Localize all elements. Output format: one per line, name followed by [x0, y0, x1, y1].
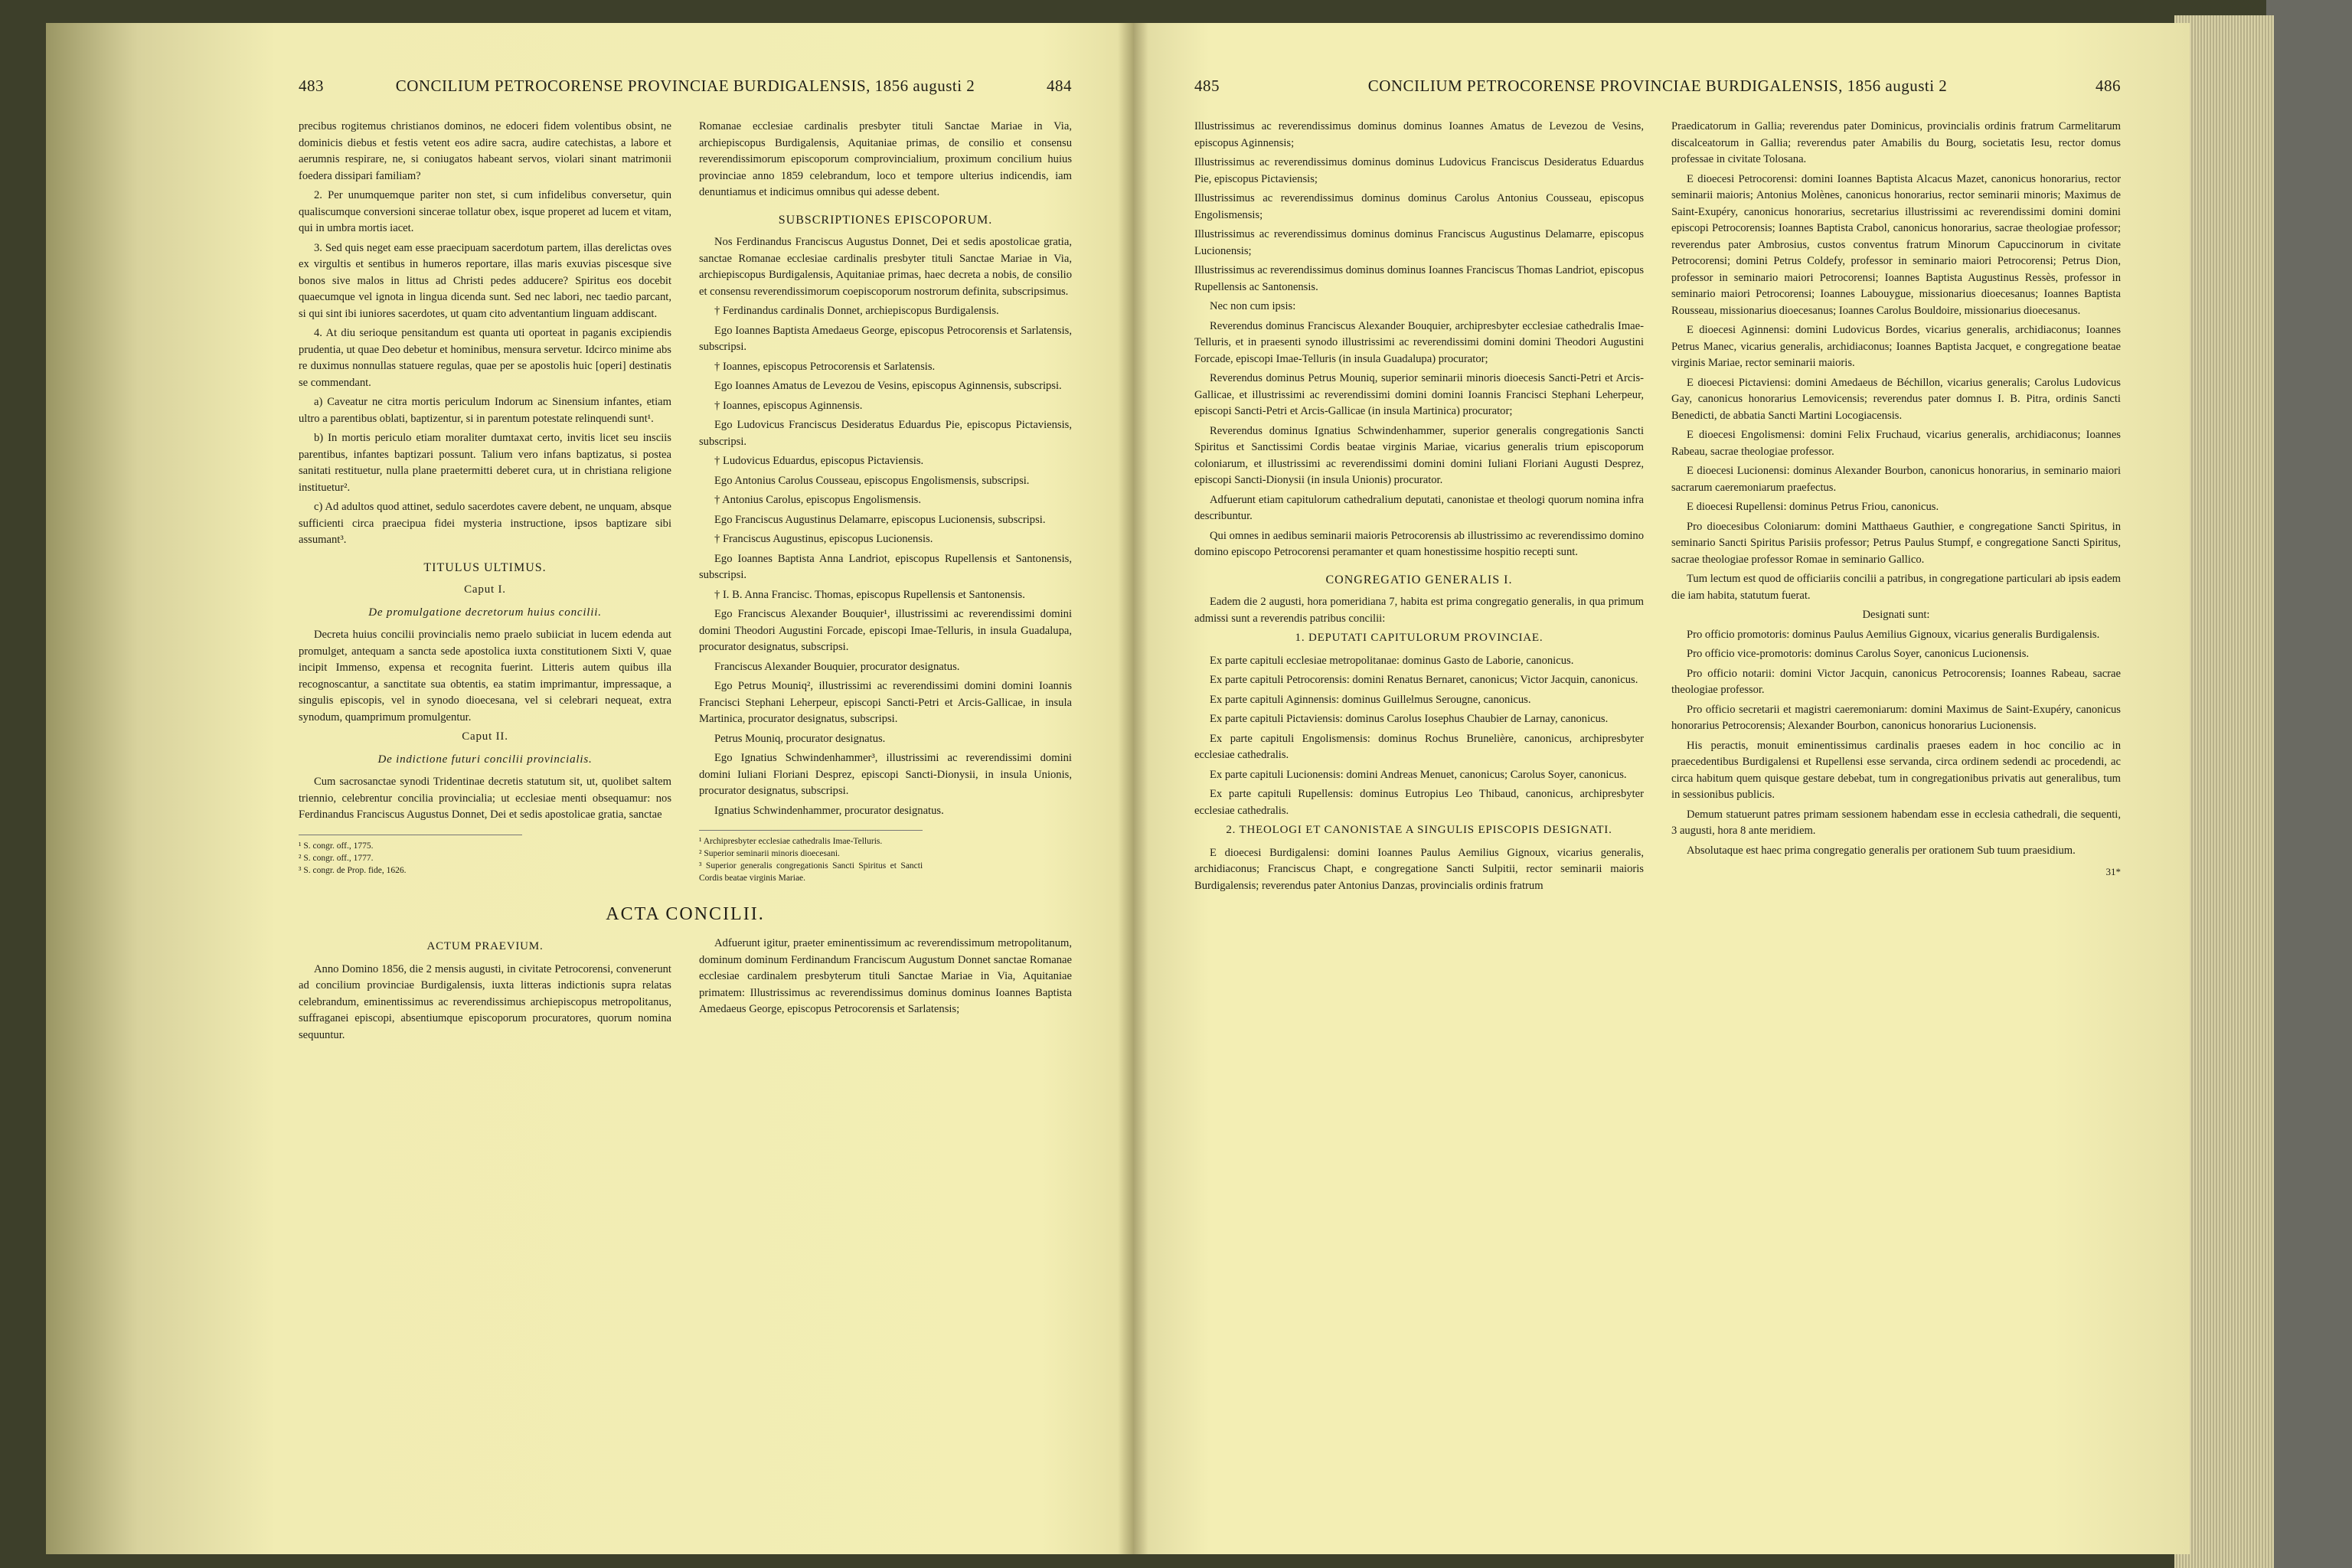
running-title: CONCILIUM PETROCORENSE PROVINCIAE BURDIGALENSIS, 1856 augusti 2	[1367, 77, 1948, 95]
paragraph: E dioecesi Aginnensi: domini Ludovicus Bordes, vicarius generalis, archidiaconus; Ioannes Petrus Manec, vicarius generalis, archidiaconus; Ioannes Baptista Jacquet, e congregatione beatae virginis Mariae, rector seminarii maioris.	[1671, 324, 2121, 369]
paragraph: Adfuerunt igitur, praeter eminentissimum ac reverendissimum metropolitanum, dominum dominum Ferdinandum Franciscum Augustum Donnet sanctae Romanae ecclesiae cardinalem presbyterum tituli Sanctae Mariae in Via, Aquitaniae primatem: Illustrissimus ac reverendissimus dominus dominus Ioannes Baptista Amedaeus George, episcopus Petrocorensis et Sarlatensis;	[699, 937, 1072, 1015]
footnote: ² S. congr. off., 1777.	[299, 853, 374, 863]
subscription: Ego Ludovicus Franciscus Desideratus Eduardus Pie, episcopus Pictaviensis, subscripsi.	[699, 419, 1072, 448]
paragraph: Illustrissimus ac reverendissimus dominus dominus Ludovicus Franciscus Desideratus Eduardus Pie, episcopus Pictaviensis;	[1194, 156, 1644, 185]
footnote: ³ Superior generalis congregationis Sancti Spiritus et Sancti Cordis beatae virginis Mariae.	[699, 861, 923, 883]
paragraph: Illustrissimus ac reverendissimus dominus dominus Ioannes Amatus de Levezou de Vesins, episcopus Aginnensis;	[1194, 120, 1644, 149]
footnote: ³ S. congr. de Prop. fide, 1626.	[299, 865, 407, 875]
paragraph: E dioecesi Burdigalensi: domini Ioannes Paulus Aemilius Gignoux, vicarius generalis, archidiaconus; Franciscus Chapt, e congregatione Sancti Sulpitii, rector seminarii maioris Burdigalensis; reverendus pater Antonius Danzas, provincialis ordinis fratrum	[1194, 846, 1644, 892]
page-number: 484	[1046, 77, 1072, 95]
subscription: † Franciscus Augustinus, episcopus Lucionensis.	[714, 533, 933, 545]
paragraph: Tum lectum est quod de officiariis concilii a patribus, in congregatione particulari ab ipsis eadem die iam habita, statutum fuerat.	[1671, 573, 2121, 602]
subscription: Ego Antonius Carolus Cousseau, episcopus Engolismensis, subscripsi.	[714, 474, 1030, 487]
subscription: † Ludovicus Eduardus, episcopus Pictaviensis.	[714, 455, 924, 467]
paragraph: His peractis, monuit eminentissimus cardinalis praeses eadem in hoc concilio ac in praecedentibus Burdigalensi et Rupellensi esse servanda, circa ordinem sedendi ac procedendi, ac circa habitum quem quisque gestare debebat, tum in congregationibus privatis aut generalibus, tum in sessionibus publicis.	[1671, 739, 2121, 801]
footnote: ¹ S. congr. off., 1775.	[299, 841, 374, 851]
paragraph: E dioecesi Rupellensi: dominus Petrus Friou, canonicus.	[1687, 501, 1939, 513]
subscription: † Antonius Carolus, episcopus Engolismensis.	[714, 494, 921, 506]
paragraph: Demum statuerunt patres primam sessionem habendam esse in ecclesia cathedrali, die sequenti, 3 augusti, hora 8 ante meridiem.	[1671, 808, 2121, 837]
subscription: Ego Franciscus Augustinus Delamarre, episcopus Lucionensis, subscripsi.	[714, 513, 1046, 526]
footnote: ¹ Archipresbyter ecclesiae cathedralis Imae-Telluris.	[699, 837, 883, 846]
section-heading: TITULUS ULTIMUS.	[423, 560, 547, 574]
subscription: Petrus Mouniq, procurator designatus.	[714, 732, 886, 745]
paragraph: Pro officio vice-promotoris: dominus Carolus Soyer, canonicus Lucionensis.	[1687, 648, 2030, 660]
column-right	[699, 119, 1072, 884]
footnotes	[699, 830, 923, 884]
paragraph: Ex parte capituli Aginnensis: dominus Guillelmus Serougne, canonicus.	[1210, 693, 1531, 706]
running-title: CONCILIUM PETROCORENSE PROVINCIAE BURDIGALENSIS, 1856 augusti 2	[395, 77, 975, 95]
column-right	[1671, 119, 2121, 897]
subscription: † Ioannes, episcopus Aginnensis.	[714, 399, 863, 412]
page-number: 483	[299, 77, 324, 95]
paragraph: Ex parte capituli Lucionensis: domini Andreas Menuet, canonicus; Carolus Soyer, canonicus.	[1210, 768, 1627, 781]
column-right	[699, 936, 1072, 1047]
paragraph: 2. Per unumquemque pariter non stet, si cum infidelibus conversetur, quin qualiscumque conversioni sincerae tollatur obex, isque properet ad lucem et vitam, qui in umbra mortis iacet.	[299, 189, 671, 234]
paragraph: Illustrissimus ac reverendissimus dominus dominus Ioannes Franciscus Thomas Landriot, episcopus Rupellensis ac Santonensis.	[1194, 264, 1644, 293]
paragraph: Nec non cum ipsis:	[1210, 300, 1296, 312]
paragraph: Designati sunt:	[1862, 609, 1930, 621]
subsection-heading: 2. THEOLOGI ET CANONISTAE A SINGULIS EPISCOPIS DESIGNATI.	[1226, 824, 1612, 836]
backdrop	[2266, 0, 2352, 1568]
section-heading: ACTUM PRAEVIUM.	[426, 940, 544, 952]
subscription: Ego Petrus Mouniq², illustrissimi ac reverendissimi domini domini Ioannis Francisci Stephani Leherpeur, episcopi Sancti-Petri et Arcis-Gallicae, in insula Martinica, procurator designatus, subscripsi.	[699, 680, 1072, 725]
paragraph: Reverendus dominus Franciscus Alexander Bouquier, archipresbyter ecclesiae cathedralis Imae-Telluris, et in praesenti synodo illustrissimi ac reverendissimi domini domini Theodori Augustini Forcade, episcopi Imae-Telluris (in insula Guadalupa) procurator;	[1194, 319, 1644, 365]
subsection-heading: 1. DEPUTATI CAPITULORUM PROVINCIAE.	[1295, 632, 1544, 644]
paragraph: Ex parte capituli ecclesiae metropolitanae: dominus Gasto de Laborie, canonicus.	[1210, 654, 1574, 667]
paragraph: b) In mortis periculo etiam moraliter dumtaxat certo, invitis licet seu insciis parentibus, infantes baptizari possunt. Talium vero infans baptizatus, si postea sanitati restituetur, nulla plane praetermitti deberet cura, ut in christiana religione instituetur².	[299, 432, 671, 494]
paragraph: Eadem die 2 augusti, hora pomeridiana 7, habita est prima congregatio generalis, in qua primum admissi sunt a reverendis patribus concilii:	[1194, 596, 1644, 625]
paragraph: Cum sacrosanctae synodi Tridentinae decretis statutum sit, ut, quolibet saltem triennio, celebrentur concilia provincialia; ut ecclesiae menti obsequamur: nos Ferdinandus Franciscus Augustus Donnet, Dei et sedis apostolicae gratia, sanctae	[299, 776, 671, 821]
paragraph: Reverendus dominus Petrus Mouniq, superior seminarii minoris dioecesis Sancti-Petri et Arcis-Gallicae, et illustrissimi ac reverendissimi domini domini Ioannis Francisci Stephani Leherpeur, episcopi Sancti-Petri et Arcis-Gallicae (in insula Martinica) procurator;	[1194, 372, 1644, 417]
footnote: ² Superior seminarii minoris dioecesani.	[699, 849, 840, 858]
paragraph: Absolutaque est haec prima congregatio generalis per orationem Sub tuum praesidium.	[1687, 844, 2076, 857]
paragraph: Pro officio secretarii et magistri caeremoniarum: domini Maximus de Saint-Exupéry, canonicus honorarius Petrocorensis; Alexander Bourbon, canonicus honorarius Lucionensis.	[1671, 703, 2121, 732]
subscription: Franciscus Alexander Bouquier, procurator designatus.	[714, 660, 960, 673]
running-head-right	[1194, 77, 2121, 96]
chapter-title: De indictione futuri concilii provincialis.	[377, 753, 593, 766]
running-head-left	[299, 77, 1072, 96]
subscription: Ego Ignatius Schwindenhammer³, illustrissimi ac reverendissimi domini domini Iuliani Floriani Desprez, episcopi Sancti-Dionysii, in insula Unionis, procurator designatus, subscripsi.	[699, 752, 1072, 797]
subscription: Ego Franciscus Alexander Bouquier¹, illustrissimi ac reverendissimi domini domini Theodori Augustini Forcade, episcopi Imae-Telluris, in insula Guadalupa, procurator designatus, subscripsi.	[699, 608, 1072, 653]
subscription: Ego Ioannes Amatus de Levezou de Vesins, episcopus Aginnensis, subscripsi.	[714, 380, 1062, 392]
paragraph: Pro officio promotoris: dominus Paulus Aemilius Gignoux, vicarius generalis Burdigalensis.	[1687, 628, 2100, 641]
paragraph: Ex parte capituli Engolismensis: dominus Rochus Brunelière, canonicus, archipresbyter ecclesiae cathedralis.	[1194, 732, 1644, 761]
paragraph: E dioecesi Petrocorensi: domini Ioannes Baptista Alcacus Mazet, canonicus honorarius, rector seminarii maioris; Antonius Molènes, canonicus honorarius, rector seminarii minoris; Maximus de Saint-Exupéry, canonicus honorarius, secretarius illustrissimi ac reverendissimi domini domini episcopi Petrocorensis; Ioannes Baptista Crabol, canonicus honorarius, sacrae theologiae professor; reverendus pater Ambrosius, custos conventus fratrum Minorum Capuccinorum in civitate Petrocorensi; domini Petrus Coldefy, professor in seminario maiori Petrocorensi; Petrus Dion, professor in seminario maiori Petrocorensi; Ioannes Baptista Augustinus Ressès, professor in seminario maiori Petrocorensi; Ioannes Labouygue, missionarius dioecesanus; Ioannes Baptista Rousseau, missionarius dioecesanus; Ioannes Carolus Bouldoire, missionarius dioecesanus.	[1671, 172, 2121, 317]
paragraph: Decreta huius concilii provincialis nemo praelo subiiciat in lucem edenda aut promulget, antequam a sancta sede apostolica iuxta constitutionem Sixti V, quae incipit Immenso, expensa et recognita fuerint. Litteris autem quibus illa recognoscantur, a sanctitate sua obtentis, ea statim imprimantur, impressaque, a singulis episcopis, vel in synodo dioecesana, vel si celebrari nequeat, extra synodum, quamprimum promulgentur.	[299, 629, 671, 724]
paragraph: E dioecesi Lucionensi: dominus Alexander Bourbon, canonicus honorarius, in seminario maiori sacrarum caeremoniarum praefectus.	[1671, 465, 2121, 494]
signature-mark: 31*	[2105, 866, 2121, 877]
subscription: † Ferdinandus cardinalis Donnet, archiepiscopus Burdigalensis.	[714, 305, 999, 317]
subscription: † I. B. Anna Francisc. Thomas, episcopus Rupellensis et Santonensis.	[714, 588, 1025, 601]
paragraph: Anno Domino 1856, die 2 mensis augusti, in civitate Petrocorensi, convenerunt ad concilium provinciae Burdigalensis, iuxta litteras indictionis supra relatas celebrandum, eminentissimus ac reverendissimus archiepiscopus metropolitanus, suffraganei episcopi, absentiumque episcoporum procuratores, quorum nomina sequuntur.	[299, 962, 671, 1041]
paragraph: Ex parte capituli Pictaviensis: dominus Carolus Iosephus Chaubier de Larnay, canonicus.	[1210, 713, 1609, 725]
acta-heading: ACTA CONCILII.	[606, 904, 765, 924]
subscription: Ego Ioannes Baptista Anna Landriot, episcopus Rupellensis et Santonensis, subscripsi.	[699, 552, 1072, 581]
paragraph: E dioecesi Engolismensi: domini Felix Fruchaud, vicarius generalis, archidiaconus; Ioannes Rabeau, sacrae theologiae professor.	[1671, 429, 2121, 458]
paragraph: Praedicatorum in Gallia; reverendus pater Dominicus, provincialis ordinis fratrum Carmelitarum discalceatorum in Gallia; reverendus pater Amabilis du Bourg, societatis Iesu, rector domus professae in civitate Tolosana.	[1671, 120, 2121, 165]
subscription: Nos Ferdinandus Franciscus Augustus Donnet, Dei et sedis apostolicae gratia, sanctae Romanae ecclesiae cardinalis presbyter tituli Sanctae Mariae in Via, archiepiscopus Burdigalensis, Aquitaniae primas, haec decreta a nobis, de consilio et consensu reverendissimorum coepiscoporum nostrorum definita, subscripsimus.	[699, 236, 1072, 298]
paragraph: precibus rogitemus christianos dominos, ne edoceri fidem volentibus obsint, ne dominicis diebus et festis vetent eos adire sacra, audire catechistas, a labore et aerumnis respirare, ne, si coniugatos habeant servos, violari sinant matrimonii foedera dissipari familiam?	[299, 120, 671, 182]
left-page	[46, 23, 1133, 1554]
column-left	[299, 119, 671, 884]
footnotes	[299, 835, 522, 877]
right-page	[1133, 23, 2190, 1554]
paragraph: E dioecesi Pictaviensi: domini Amedaeus de Béchillon, vicarius generalis; Carolus Ludovicus Gay, canonicus honorarius Lemovicensis; reverendus pater domnus I. B. Pitra, ordinis Sancti Benedicti, de abbatia Sancti Martini Locogiacensis.	[1671, 376, 2121, 422]
paragraph: Qui omnes in aedibus seminarii maioris Petrocorensis ab illustrissimo ac reverendissimo domino domino episcopo Petrocorensi peramanter et quam honestissime hospitio recepti sunt.	[1194, 529, 1644, 558]
paragraph: 3. Sed quis neget eam esse praecipuam sacerdotum partem, illas derelictas oves ex virgultis et sentibus in humeros reportare, illas maris exuvias piscesque sive bonos sive malos in littus ad Christi pedes adducere? Spiritus eos docebit quaecumque vel ignota in lingua dicenda sunt. Sed nec labori, nec taedio parcant, si qui sint ibi iuniores sacerdotes, ut quam cito adventantium linguam addiscant.	[299, 241, 671, 320]
section-heading: CONGREGATIO GENERALIS I.	[1325, 573, 1513, 586]
page-number: 485	[1194, 77, 1220, 95]
column-left	[299, 936, 671, 1047]
paragraph: Pro officio notarii: domini Victor Jacquin, canonicus Petrocorensis; Ioannes Rabeau, sacrae theologiae professor.	[1671, 667, 2121, 696]
paragraph: Ex parte capituli Rupellensis: dominus Eutropius Leo Thibaud, canonicus, archipresbyter ecclesiae cathedralis.	[1194, 788, 1644, 817]
paragraph: Illustrissimus ac reverendissimus dominus dominus Franciscus Augustinus Delamarre, episcopus Lucionensis;	[1194, 228, 1644, 257]
subscription: Ego Ioannes Baptista Amedaeus George, episcopus Petrocorensis et Sarlatensis, subscripsi.	[699, 324, 1072, 353]
paragraph: Illustrissimus ac reverendissimus dominus dominus Carolus Antonius Cousseau, episcopus Engolismensis;	[1194, 192, 1644, 221]
subscription: Ignatius Schwindenhammer, procurator designatus.	[714, 804, 944, 817]
book-gutter	[1118, 23, 1148, 1554]
column-left	[1194, 119, 1644, 897]
section-heading: SUBSCRIPTIONES EPISCOPORUM.	[778, 213, 993, 227]
chapter-title: De promulgatione decretorum huius concilii.	[368, 606, 602, 619]
chapter-heading: Caput I.	[464, 583, 506, 596]
paragraph: Reverendus dominus Ignatius Schwindenhammer, superior generalis congregationis Sancti Spiritus et Sanctissimi Cordis beatae virginis Mariae, vicarius generalis trium episcoporum coloniarum, et illustrissimi ac reverendissimi domini domini Iuliani Floriani Augusti Desprez, episcopi Sancti-Dionysii (in insula Unionis) procurator.	[1194, 424, 1644, 486]
page-number: 486	[2095, 77, 2121, 95]
paragraph: Ex parte capituli Petrocorensis: domini Renatus Bernaret, canonicus; Victor Jacquin, canonicus.	[1210, 674, 1638, 686]
paragraph: a) Caveatur ne citra mortis periculum Indorum ac Sinensium infantes, etiam ultro a parentibus oblati, baptizentur, si in parentum potestate relinquendi sunt¹.	[299, 396, 671, 425]
chapter-heading: Caput II.	[462, 730, 508, 743]
paragraph: Adfuerunt etiam capitulorum cathedralium deputati, canonistae et theologi quorum nomina infra describuntur.	[1194, 493, 1644, 522]
paragraph: c) Ad adultos quod attinet, sedulo sacerdotes cavere debent, ne unquam, absque sufficienti circa praecipua fidei mysteria instructione, ipsos baptizare sibi assumant³.	[299, 501, 671, 546]
paragraph: Pro dioecesibus Coloniarum: domini Matthaeus Gauthier, e congregatione Sancti Spiritus, in seminario Sancti Spiritus Parisiis professor; Petrus Paulus Stumpf, e congregatione Sancti Spiritus, sacrae theologiae professor Romae in seminario Gallico.	[1671, 520, 2121, 566]
paragraph: Romanae ecclesiae cardinalis presbyter tituli Sanctae Mariae in Via, archiepiscopus Burdigalensis, Aquitaniae primas, de consilio et consensu reverendissimorum episcoporum comprovincialium, proximum concilium huius provinciae anno 1859 celebrandum, loco et tempore ulterius indicendis, iam denuntiamus et indicimus omnibus qui adesse debent.	[699, 120, 1072, 198]
subscription: † Ioannes, episcopus Petrocorensis et Sarlatensis.	[714, 360, 936, 373]
paragraph: 4. At diu serioque pensitandum est quanta uti oporteat in paganis excipiendis prudentia, ut quae Deo debetur et hominibus, mensura servetur. Idcirco minime abs re duximus nonnullas statuere regulas, quae per se apostolis huic [operi] destinatis se commendant.	[299, 327, 671, 389]
